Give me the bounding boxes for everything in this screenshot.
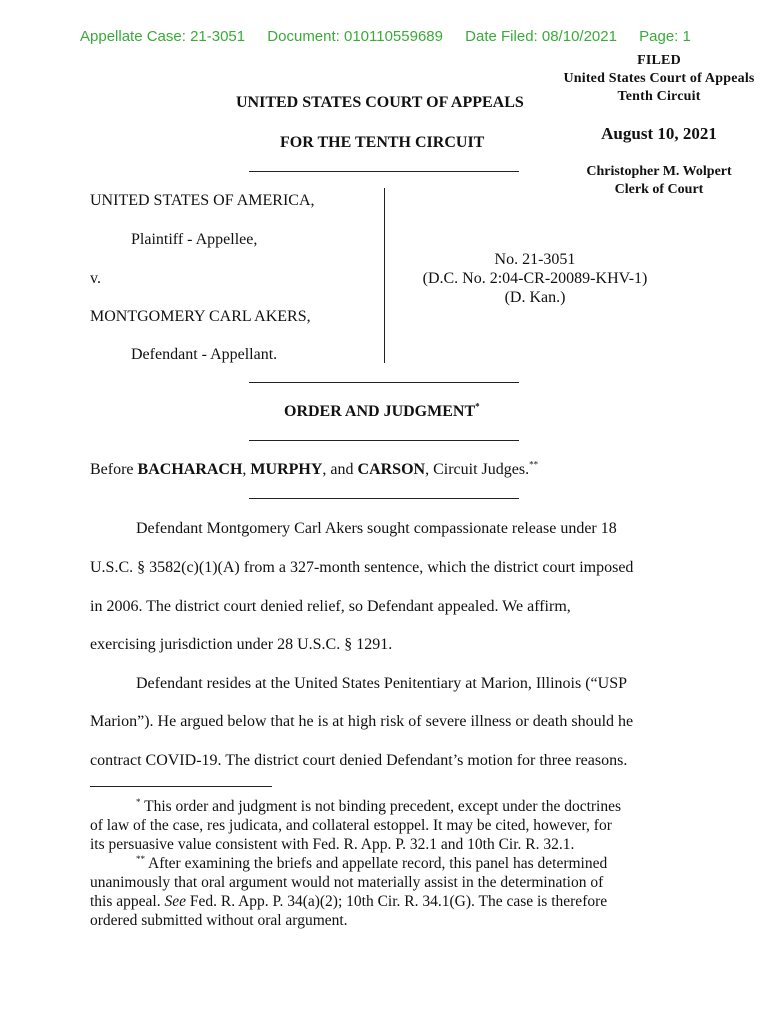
footnote-2-post: Fed. R. App. P. 34(a)(2); 10th Cir. R. 34.1(G). The case is therefore <box>185 893 608 910</box>
panel-sep2: , and <box>322 461 358 478</box>
footnote-2-line1 <box>90 854 690 873</box>
panel-rule <box>249 498 519 499</box>
order-title-footnote-mark: * <box>475 401 480 412</box>
body-p1-line2: U.S.C. § 3582(c)(1)(A) from a 327-month sentence, which the district court imposed <box>90 559 634 576</box>
versus: v. <box>90 270 101 287</box>
panel-footnote-mark: ** <box>529 459 539 470</box>
footnote-1-line3: its persuasive value consistent with Fed. R. App. P. 32.1 and 10th Cir. R. 32.1. <box>90 836 575 853</box>
footnote-1 <box>90 797 690 854</box>
order-title-text: ORDER AND JUDGMENT <box>284 403 476 420</box>
body-p2-line3: contract COVID-19. The district court denied Defendant’s motion for three reasons. <box>90 752 628 769</box>
judge-bacharach: BACHARACH <box>137 461 243 478</box>
caption-divider <box>384 188 385 363</box>
stamp-case: Appellate Case: 21-3051 <box>80 28 246 45</box>
footnote-2-line2: unanimously that oral argument would not materially assist in the determination of <box>90 874 604 891</box>
filed-court: United States Court of Appeals <box>563 71 755 86</box>
footnote-2-see: See <box>164 893 186 910</box>
filed-circuit: Tenth Circuit <box>617 89 701 104</box>
plaintiff-role: Plaintiff - Appellee, <box>131 231 258 248</box>
title-rule <box>249 440 519 441</box>
footnote-rule <box>90 786 272 787</box>
case-number: No. 21-3051 <box>494 251 576 268</box>
header-rule <box>249 171 519 172</box>
filed-block <box>548 52 770 106</box>
footnote-1-line2: of law of the case, res judicata, and collateral estoppel. It may be cited, however, for <box>90 817 612 834</box>
footnote-2-mark: ** <box>136 853 145 864</box>
judge-murphy: MURPHY <box>250 461 323 478</box>
panel-prefix: Before <box>90 461 138 478</box>
panel-line <box>90 461 538 479</box>
body-p2-line2: Marion”). He argued below that he is at high risk of severe illness or death should he <box>90 713 634 730</box>
panel-suffix: , Circuit Judges. <box>425 461 530 478</box>
order-title <box>284 403 480 421</box>
footnote-2-pre: this appeal. <box>90 893 165 910</box>
filed-date: August 10, 2021 <box>601 124 717 143</box>
caption-rule <box>249 382 519 383</box>
court-name: UNITED STATES COURT OF APPEALS <box>236 94 524 111</box>
body-p1-line4: exercising jurisdiction under 28 U.S.C. § 1291. <box>90 636 393 653</box>
footnote-2-text1: After examining the briefs and appellate record, this panel has determined <box>145 855 608 872</box>
clerk-name: Christopher M. Wolpert <box>586 164 732 179</box>
defendant-name: MONTGOMERY CARL AKERS, <box>90 308 311 325</box>
footnote-1-text1: This order and judgment is not binding precedent, except under the doctrines <box>140 798 622 815</box>
stamp-page: Page: 1 <box>639 28 691 45</box>
ecf-stamp <box>80 28 709 45</box>
panel-sep1: , <box>242 461 251 478</box>
clerk-block <box>548 163 770 199</box>
stamp-date-filed: Date Filed: 08/10/2021 <box>465 28 617 45</box>
court-circuit: FOR THE TENTH CIRCUIT <box>280 134 485 151</box>
body-p1-line3: in 2006. The district court denied relief, so Defendant appealed. We affirm, <box>90 598 571 615</box>
footnote-2-line4: ordered submitted without oral argument. <box>90 912 348 929</box>
clerk-title: Clerk of Court <box>614 182 704 197</box>
defendant-role: Defendant - Appellant. <box>131 346 278 363</box>
body-p2-line1: Defendant resides at the United States Penitentiary at Marion, Illinois (“USP <box>136 675 627 692</box>
footnote-2-line3 <box>90 892 690 911</box>
footnote-2 <box>90 854 690 930</box>
body-p1-line1: Defendant Montgomery Carl Akers sought compassionate release under 18 <box>136 520 617 537</box>
case-number-block <box>400 250 670 307</box>
stamp-document: Document: 010110559689 <box>267 28 443 45</box>
plaintiff-name: UNITED STATES OF AMERICA, <box>90 192 315 209</box>
judge-carson: CARSON <box>357 461 426 478</box>
district: (D. Kan.) <box>504 289 566 306</box>
footnote-1-line1 <box>90 797 690 816</box>
district-case-number: (D.C. No. 2:04-CR-20089-KHV-1) <box>422 270 648 287</box>
footnote-1-mark: * <box>136 796 141 807</box>
filed-label: FILED <box>637 53 681 68</box>
